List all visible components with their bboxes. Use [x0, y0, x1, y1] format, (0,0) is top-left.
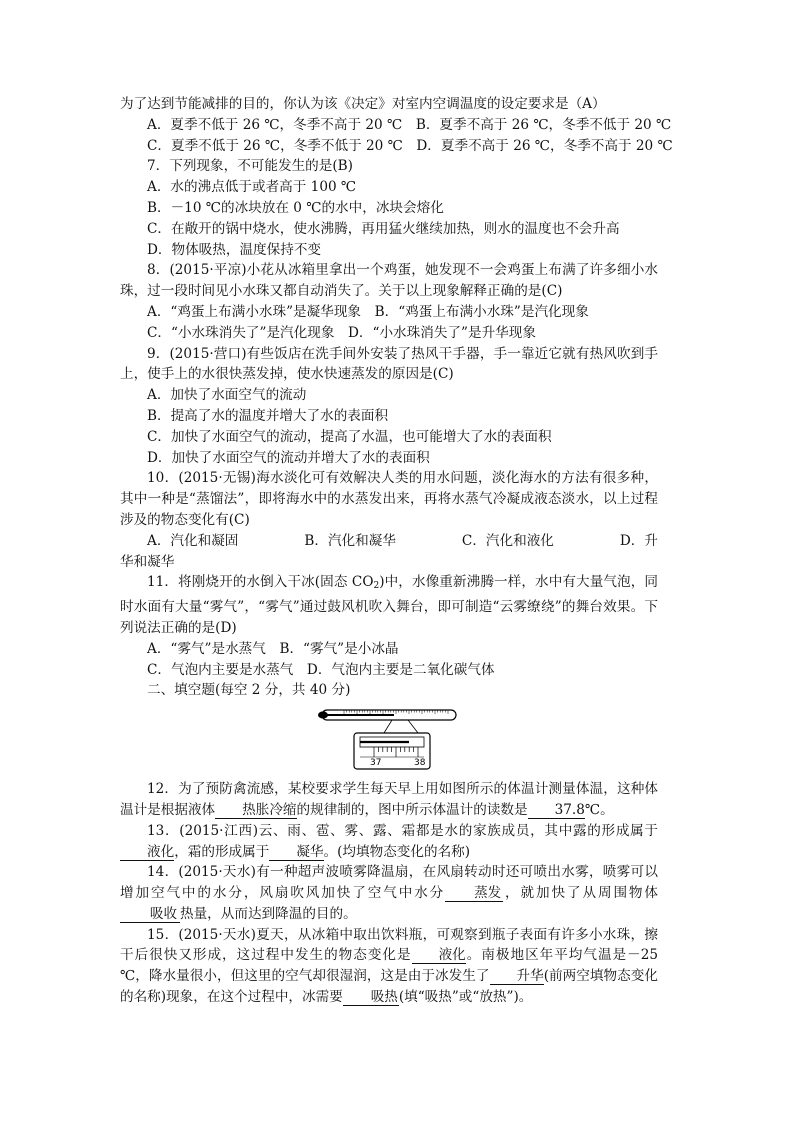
blank-13-2: 凝华 — [269, 844, 323, 861]
question-10-option-a: A．汽化和凝固 — [147, 532, 239, 549]
question-6-options-ab: A．夏季不低于 26 ℃，冬季不高于 20 ℃ B．夏季不高于 26 ℃，冬季不低于 20 ℃ — [147, 116, 672, 133]
label-38: 38 — [414, 758, 426, 769]
question-14: 14．(2015·天水)有一种超声波喷雾降温扇，在风扇转动时还可喷出水雾，喷雾可以增加空气中的水分，风扇吹风加快了空气中水分 蒸发 ，就加快了从周围物体吸收 热量，从而达到降温的目的。 — [120, 864, 659, 922]
blank-15-1: 液化 — [412, 947, 466, 964]
label-37: 37 — [370, 758, 382, 769]
blank-15-3: 吸热 — [343, 989, 399, 1006]
callout-line-left — [384, 720, 392, 733]
question-10-option-b: B．汽化和凝华 — [304, 532, 396, 549]
question-9-option-c: C．加快了水面空气的流动，提高了水温，也可能增大了水的表面积 — [147, 428, 552, 445]
clinical-thermometer-diagram — [314, 707, 464, 773]
question-9-option-d: D．加快了水面空气的流动并增大了水的表面积 — [147, 449, 430, 466]
question-8-options-cd: C．“小水珠消失了”是汽化现象 D．“小水珠消失了”是升华现象 — [147, 324, 536, 341]
question-10-option-c: C．汽化和液化 — [461, 532, 554, 549]
question-7-option-c: C．在敞开的锅中烧水，使水沸腾，再用猛火继续加热，则水的温度也不会升高 — [147, 220, 620, 237]
question-15: 15．(2015·天水)夏天，从冰箱中取出饮料瓶，可观察到瓶子表面有许多小水珠，擦干后很快又形成，这过程中发生的物态变化是 液化。南极地区年平均气温是－25 ℃，降水量很小，但这里的空气却很湿润，这是由于冰发生了 升华(前两空填物态变化的名称)现象，在这个过程中，冰需要 吸热(填“吸热”或“放热”)。 — [120, 926, 659, 1006]
question-9-option-b: B．提高了水的温度并增大了水的表面积 — [147, 407, 389, 424]
question-12: 12．为了预防禽流感，某校要求学生每天早上用如图所示的体温计测量体温，这种体温计是根据液体 热胀冷缩的规律制的，图中所示体温计的读数是 37.8℃。 — [120, 781, 658, 818]
question-7-option-a: A．水的沸点低于或者高于 100 ℃ — [147, 179, 357, 196]
blank-14-2: 吸收 — [120, 906, 180, 923]
blank-15-2: 升华 — [490, 968, 544, 985]
question-6-stem-tail: 为了达到节能减排的目的，你认为该《决定》对室内空调温度的设定要求是（A） — [120, 96, 606, 112]
blank-13-1: 液化 — [120, 844, 174, 861]
question-11-options-ab: A．“雾气”是水蒸气 B．“雾气”是小冰晶 — [147, 640, 399, 657]
question-10-stem: 10．(2015·无锡)海水淡化可有效解决人类的用水问题，淡化海水的方法有很多种，其中一种是“蒸馏法”，即将海水中的水蒸发出来，再将水蒸气冷凝成液态淡水，以上过程涉及的物态变化有(C) — [120, 470, 658, 528]
question-10-option-d-continued: 华和凝华 — [120, 553, 175, 570]
question-11-options-cd: C．气泡内主要是水蒸气 D．气泡内主要是二氧化碳气体 — [147, 661, 495, 678]
question-10-option-d: D．升 — [619, 532, 658, 549]
question-6-options-cd: C．夏季不低于 26 ℃，冬季不低于 20 ℃ D．夏季不高于 26 ℃，冬季不高于 20 ℃ — [147, 137, 673, 154]
question-9-stem: 9．(2015·营口)有些饭店在洗手间外安装了热风干手器，手一靠近它就有热风吹到手上，使手上的水很快蒸发掉，使水快速蒸发的原因是(C) — [120, 345, 658, 383]
blank-12-1: 热胀冷缩 — [215, 802, 296, 819]
question-8-stem: 8．(2015·平凉)小花从冰箱里拿出一个鸡蛋，她发现不一会鸡蛋上布满了许多细小水珠，过一段时间见小水珠又都自动消失了。关于以上现象解释正确的是(C) — [120, 262, 658, 300]
question-7-option-b: B．－10 ℃的冰块放在 0 ℃的水中，冰块会熔化 — [147, 199, 444, 216]
main-scale-ticks — [344, 710, 448, 714]
callout-line-right — [408, 720, 418, 733]
question-10-options — [120, 531, 658, 552]
question-7-option-d: D．物体吸热，温度保持不变 — [147, 241, 322, 258]
thermometer-figure — [120, 707, 658, 773]
section-2-heading: 二、填空题(每空 2 分，共 40 分) — [147, 682, 351, 699]
question-9-option-a: A．加快了水面空气的流动 — [147, 387, 307, 404]
blank-12-2: 37.8 — [528, 802, 585, 819]
document-page — [120, 94, 673, 1008]
question-13: 13．(2015·江西)云、雨、雹、雾、露、霜都是水的家族成员，其中露的形成属于液化，霜的形成属于 凝华。(均填物态变化的名称) — [120, 821, 658, 863]
blank-14-1: 蒸发 — [445, 885, 503, 902]
question-8-options-ab: A．“鸡蛋上布满小水珠”是凝华现象 B．“鸡蛋上布满小水珠”是汽化现象 — [147, 303, 589, 320]
question-11-stem: 11．将刚烧开的水倒入干冰(固态 $CO_2$)中，水像重新沸腾一样，水中有大量气泡，同时水面有大量“雾气”，“雾气”通过鼓风机吹入舞台，即可制造“云雾缭绕”的舞台效果。下列说法正确的是(D) — [120, 574, 659, 636]
question-7-stem: 7．下列现象，不可能发生的是(B) — [147, 158, 353, 175]
